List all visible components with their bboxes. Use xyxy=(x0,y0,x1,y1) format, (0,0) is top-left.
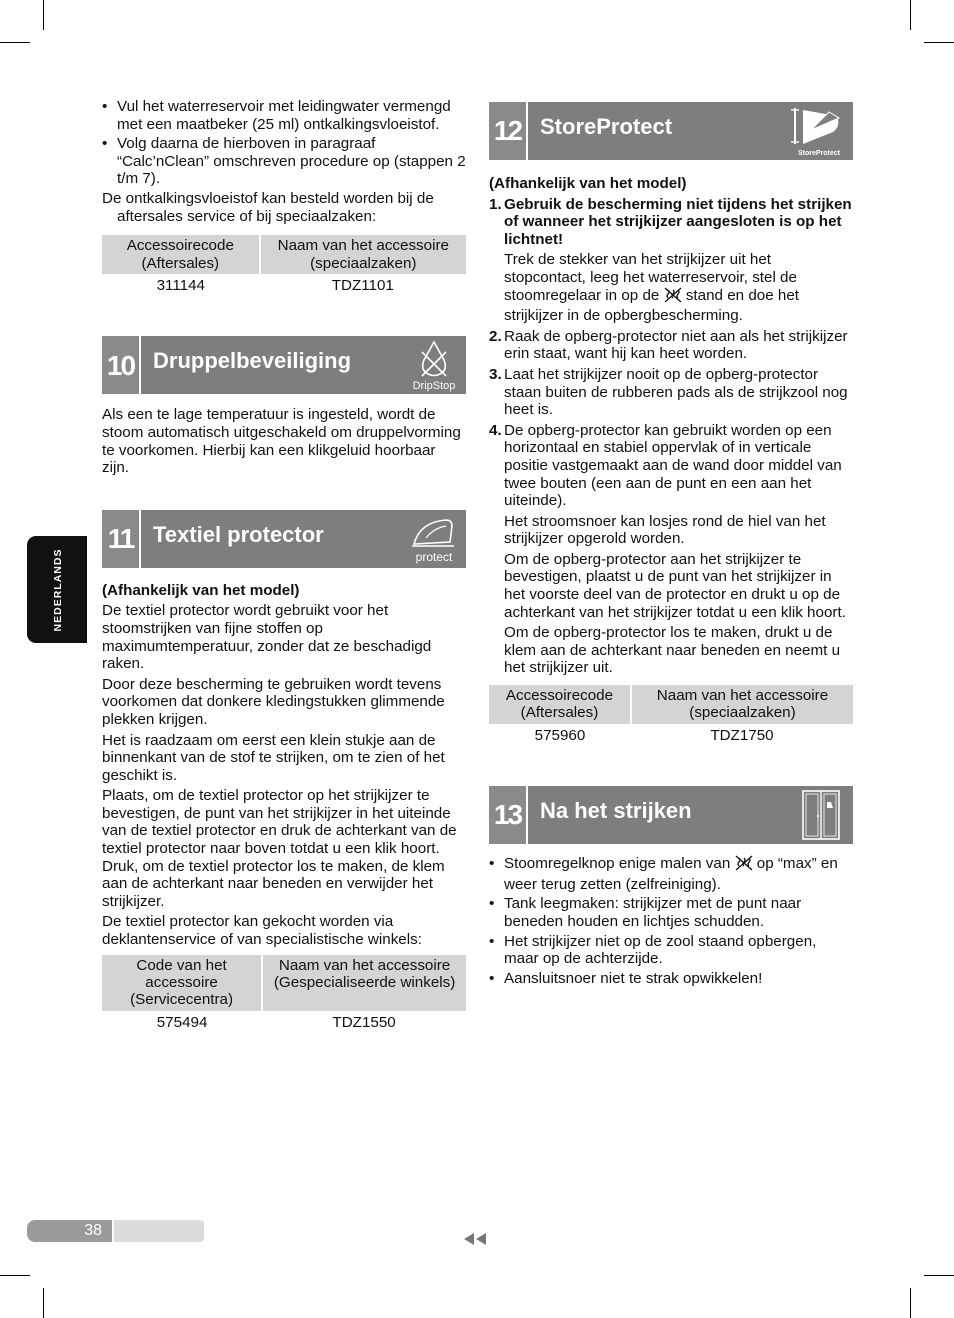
section-12-header xyxy=(489,102,853,160)
step-number: 4. xyxy=(489,421,502,439)
table-row xyxy=(489,724,853,744)
list-item xyxy=(489,855,853,893)
icon-label: StoreProtect xyxy=(797,150,841,157)
right-column xyxy=(489,102,853,989)
crop-mark xyxy=(0,1275,30,1276)
list-item: • Volg daarna de hierboven in paragraaf “Calc’nClean” omschreven procedure op (stappen 2 t/m 7). xyxy=(102,135,466,188)
language-label: NEDERLANDS xyxy=(52,548,64,632)
section-number: 11 xyxy=(102,510,139,568)
table-cell: 575960 xyxy=(534,726,586,744)
paragraph: De textiel protector wordt gebruikt voor het stoomstrijken van fijne stoffen op maximumtemperatuur, zonder dat ze beschadigd raken. xyxy=(102,602,432,673)
list-item xyxy=(489,196,853,325)
step-number: 1. xyxy=(489,195,502,213)
no-steam-icon xyxy=(735,855,753,876)
list-item: • Het strijkijzer niet op de zool staand opbergen, maar op de achterzijde. xyxy=(489,933,853,968)
list-item xyxy=(489,422,853,677)
step-text: Om de opberg-protector aan het strijkijzer te bevestigen, plaatst u de punt van het strijkijzer in het voorste deel van de protector en drukt u op de achterkant van het strijkijzer totdat u een klik hoort. xyxy=(504,550,846,621)
paragraph: De textiel protector kan gekocht worden via deklantenservice of van specialistische winkels: xyxy=(102,913,422,949)
intro-note: De ontkalkingsvloeistof kan besteld worden bij de aftersales service of bij speciaalzaken: xyxy=(102,189,434,225)
section-title: StoreProtect xyxy=(540,114,673,139)
section-bar xyxy=(528,786,853,844)
paragraph: Door deze bescherming te gebruiken wordt tevens voorkomen dat donkere kledingstukken glimmende plekken krijgen. xyxy=(102,675,445,728)
table-cell: 311144 xyxy=(156,276,206,294)
step-text: De opberg-protector kan gebruikt worden op een horizontaal en stabiel oppervlak of in verticale positie vastgemaakt aan de wand door middel van twee bouten (een aan de punt en een aan het uiteinde). xyxy=(504,421,842,510)
table-cell: TDZ1750 xyxy=(710,726,774,744)
after-ironing-bullets xyxy=(489,855,853,987)
section-title: Textiel protector xyxy=(153,521,324,547)
table-header: Accessoirecode (Aftersales) xyxy=(489,685,631,724)
table-header: Naam van het accessoire (speciaalzaken) xyxy=(260,235,466,274)
section-13-header xyxy=(489,786,853,844)
section-11-header xyxy=(102,510,466,568)
paragraph: Plaats, om de textiel protector op het strijkijzer te bevestigen, de punt van het strijkijzer in het uiteinde van de textiel protector en druk de achterkant van de textiel protector naar boven totdat u een klik hoort. Druk, om de textiel protector los te maken, de klem aan de achterkant naar beneden en verwijder het strijkijzer. xyxy=(102,787,457,910)
step-text: Laat het strijkijzer nooit op de opberg-protector staan buiten de rubberen pads als de strijkzool nog heet is. xyxy=(504,365,848,419)
list-item: • Vul het waterreservoir met leidingwater vermengd met een maatbeker (25 ml) ontkalkingsvloeistof. xyxy=(102,98,466,133)
step-text: Trek de stekker van het strijkijzer uit het stopcontact, leeg het waterreservoir, stel de stoomregelaar in op de xyxy=(504,251,797,304)
section-10-header xyxy=(102,336,466,394)
language-tab xyxy=(27,536,87,643)
section-bar xyxy=(141,336,466,394)
list-item xyxy=(489,328,853,363)
section-number: 13 xyxy=(489,786,526,844)
crop-mark xyxy=(0,42,30,43)
table-header: Naam van het accessoire (speciaalzaken) xyxy=(631,685,853,724)
icon-label: protect xyxy=(415,549,453,564)
table-row xyxy=(102,1011,466,1031)
table-cell: 575494 xyxy=(156,1013,208,1031)
table-row xyxy=(102,274,466,294)
list-text: op “max” en weer terug zetten (zelfreiniging). xyxy=(504,855,838,893)
section-11-subtitle: (Afhankelijk van het model) xyxy=(102,581,300,599)
crop-mark xyxy=(924,1275,954,1276)
section-bar xyxy=(528,102,853,160)
step-text: Om de opberg-protector los te maken, drukt u de klem aan de achterkant naar beneden en neemt u het strijkijzer uit. xyxy=(504,624,841,677)
storeprotect-icon xyxy=(789,104,849,158)
page-number: 38 xyxy=(27,1220,112,1242)
intro-bullets xyxy=(102,98,466,188)
list-item: • Aansluitsnoer niet te strak opwikkelen! xyxy=(489,970,853,988)
step-text: Het stroomsnoer kan losjes rond de hiel van het strijkijzer opgerold worden. xyxy=(504,512,826,548)
iron-protect-icon xyxy=(406,512,462,566)
back-arrows-icon xyxy=(462,1232,488,1251)
section-number: 10 xyxy=(102,336,139,394)
step-text: Raak de opberg-protector niet aan als het strijkijzer erin staat, want hij kan heet worden. xyxy=(504,327,848,363)
crop-mark xyxy=(910,1288,911,1318)
crop-mark xyxy=(43,1288,44,1318)
step-number: 2. xyxy=(489,327,502,345)
no-steam-icon xyxy=(664,287,682,308)
table-cell: TDZ1550 xyxy=(332,1013,396,1031)
crop-mark xyxy=(43,0,44,30)
table-cell: TDZ1101 xyxy=(331,276,394,294)
section-12-subtitle: (Afhankelijk van het model) xyxy=(489,175,687,192)
step-number: 3. xyxy=(489,365,502,383)
accessory-table-storeprotect xyxy=(489,685,853,744)
paragraph: Het is raadzaam om eerst een klein stukje aan de binnenkant van de stof te strijken, om te zien of het geschikt is. xyxy=(102,731,445,784)
accessory-table-textile xyxy=(102,955,466,1032)
section-10-text: Als een te lage temperatuur is ingesteld, wordt de stoom automatisch uitgeschakeld om druppelvorming te voorkomen. Hierbij kan een klikgeluid hoorbaar zijn. xyxy=(102,406,461,477)
closet-icon xyxy=(793,788,849,842)
list-item: • Tank leegmaken: strijkijzer met de punt naar beneden houden en lichtjes schudden. xyxy=(489,895,853,930)
dripstop-icon xyxy=(406,338,462,392)
storeprotect-steps xyxy=(489,196,853,677)
left-column xyxy=(102,98,466,1031)
crop-mark xyxy=(910,0,911,30)
page-number-bar xyxy=(114,1220,204,1242)
icon-label: DripStop xyxy=(412,380,456,393)
section-number: 12 xyxy=(489,102,526,160)
table-header: Code van het accessoire (Servicecentra) xyxy=(102,955,262,1011)
list-item xyxy=(489,366,853,419)
accessory-table-descaler xyxy=(102,235,466,294)
table-header: Accessoirecode (Aftersales) xyxy=(102,235,260,274)
step-text: stand en doe het strijkijzer in de opbergbescherming. xyxy=(504,286,799,325)
section-title: Druppelbeveiliging xyxy=(153,348,352,374)
section-bar xyxy=(141,510,466,568)
table-header: Naam van het accessoire (Gespecialiseerde winkels) xyxy=(262,955,466,1011)
warning-text: Gebruik de bescherming niet tijdens het strijken of wanneer het strijkijzer aangesloten is op het lichtnet! xyxy=(504,195,852,248)
crop-mark xyxy=(924,42,954,43)
section-title: Na het strijken xyxy=(540,798,692,824)
list-text: Stoomregelknop enige malen van xyxy=(504,855,731,873)
